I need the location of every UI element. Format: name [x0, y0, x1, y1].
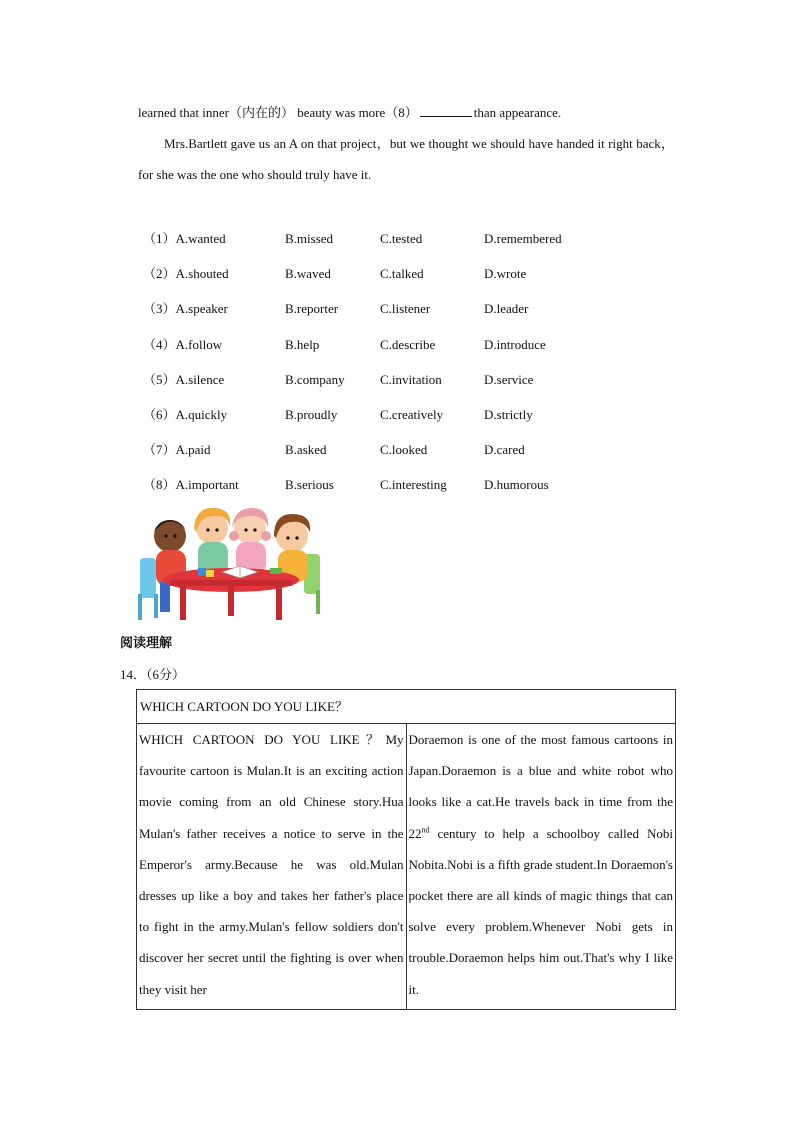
table-row: [137, 724, 676, 1010]
option-row: [143, 330, 663, 365]
passage-text-end: than appearance.: [473, 105, 562, 120]
option-c: C.talked: [380, 266, 424, 282]
option-b: B.asked: [285, 442, 327, 458]
options-list: [143, 224, 663, 506]
option-b: B.company: [285, 371, 345, 387]
option-a: （5）A.silence: [143, 371, 225, 387]
passage-line: [138, 97, 674, 128]
option-row: [143, 365, 663, 400]
option-row: [143, 470, 663, 505]
option-row: [143, 224, 663, 259]
answer-blank: [420, 104, 472, 117]
doraemon-text: Doraemon is one of the most famous cartoons in Japan.Doraemon is a blue and white robot who looks like a cat.He travels back in time from the 22: [408, 732, 673, 841]
doraemon-cell: [406, 724, 676, 1010]
option-d: D.humorous: [484, 477, 549, 493]
table-header: WHICH CARTOON DO YOU LIKE？: [137, 690, 676, 724]
option-b: B.proudly: [285, 406, 338, 422]
option-c: C.interesting: [380, 477, 447, 493]
option-row: [143, 400, 663, 435]
option-row: [143, 435, 663, 470]
option-row: [143, 294, 663, 329]
option-d: D.strictly: [484, 406, 533, 422]
option-b: B.help: [285, 336, 320, 352]
option-row: [143, 259, 663, 294]
option-a: （1）A.wanted: [143, 231, 226, 246]
option-b: B.waved: [285, 266, 331, 282]
option-d: D.service: [484, 371, 534, 387]
option-d: D.introduce: [484, 336, 546, 352]
cartoon-table: [136, 689, 676, 1010]
option-a: （2）A.shouted: [143, 266, 229, 282]
ordinal-suffix: nd: [421, 825, 430, 835]
option-a: （4）A.follow: [143, 336, 223, 352]
option-c: C.listener: [380, 301, 431, 317]
section-title: 阅读理解: [120, 636, 173, 651]
question-number: 14．（6分）: [120, 667, 186, 682]
table-header-row: [137, 690, 676, 724]
option-a: （8）A.important: [143, 477, 239, 493]
option-c: C.creatively: [380, 406, 444, 422]
passage-paragraph: Mrs.Bartlett gave us an A on that project，but we thought we should have handed it right back，for she was the one who should truly have it.: [138, 136, 674, 182]
option-c: C.describe: [380, 336, 436, 352]
option-b: B.reporter: [285, 301, 339, 317]
option-c: C.tested: [380, 231, 423, 246]
option-a: （3）A.speaker: [143, 301, 228, 317]
option-d: D.cared: [484, 442, 525, 458]
option-d: D.wrote: [484, 266, 527, 282]
option-d: D.leader: [484, 301, 529, 317]
doraemon-text-end: century to help a schoolboy called Nobi Nobita.Nobi is a fifth grade student.In Doraemon's pocket there are all kinds of magic things that can solve every problem.Whenever Nobi gets in trouble.Doraemon helps him out.That's why I like it.: [408, 825, 673, 997]
option-a: （7）A.paid: [143, 442, 211, 458]
option-b: B.serious: [285, 477, 334, 493]
option-c: C.looked: [380, 442, 428, 458]
option-c: C.invitation: [380, 371, 442, 387]
option-d: D.remembered: [484, 231, 562, 246]
children-reading-illustration: [136, 506, 326, 624]
passage-text: learned that inner（内在的） beauty was more（8）: [138, 105, 418, 120]
option-a: （6）A.quickly: [143, 406, 228, 422]
option-b: B.missed: [285, 231, 334, 246]
mulan-cell: WHICH CARTOON DO YOU LIKE？My favourite cartoon is Mulan.It is an exciting action movie coming from an old Chinese story.Hua Mulan's father receives a notice to serve in the Emperor's army.Because he was old.Mulan dresses up like a boy and takes her father's place to fight in the army.Mulan's fellow soldiers don't discover her secret until the fighting is over when they visit her: [137, 724, 407, 1010]
